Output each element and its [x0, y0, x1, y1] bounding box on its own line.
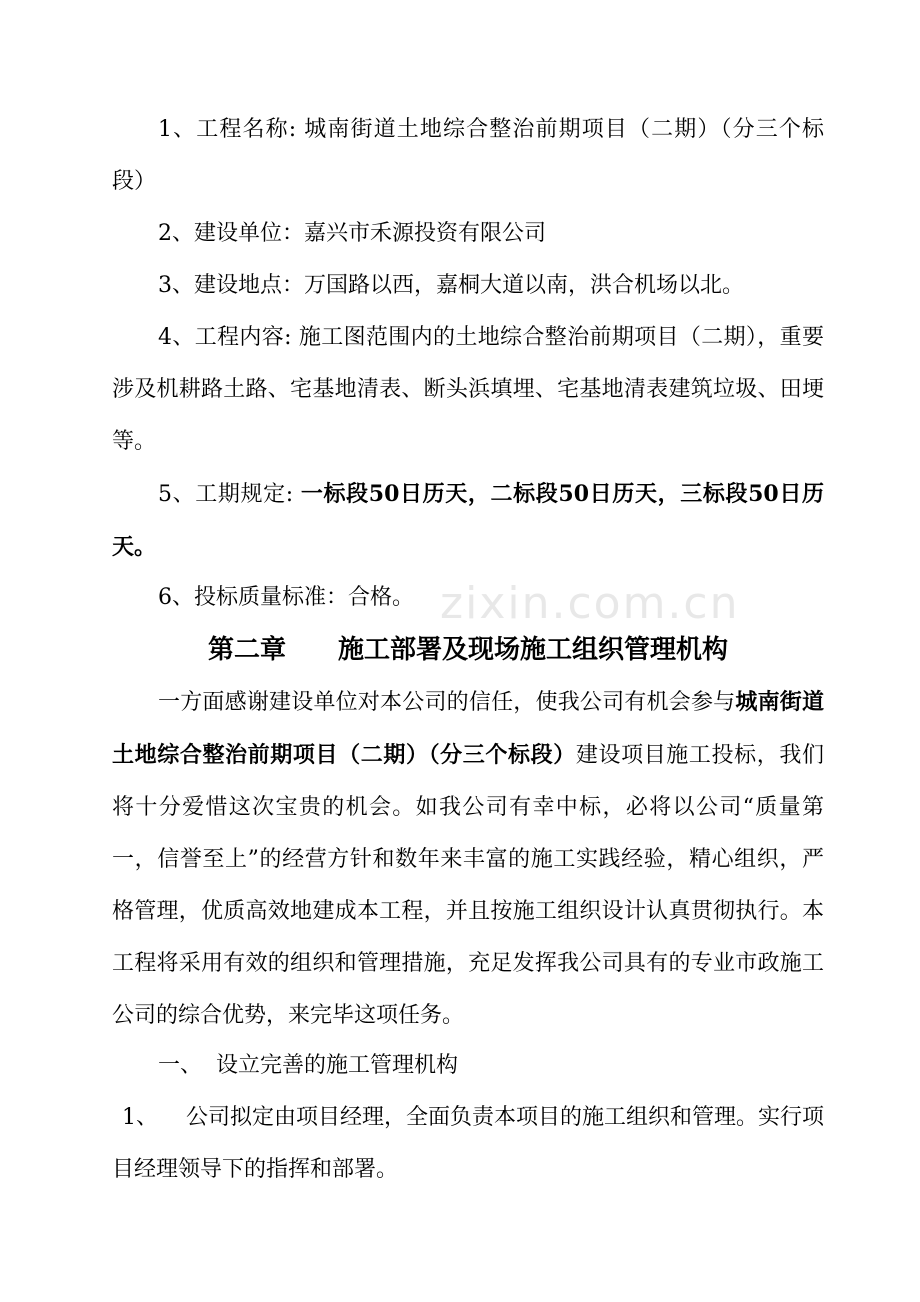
intro-text: 一方面感谢建设单位对本公司的信任，使我公司有机会参与	[158, 690, 736, 715]
intro-project-name: 城南街道土地综合整治前期项目（二期）（分三个标段）	[112, 689, 824, 768]
item-project-name	[112, 104, 824, 208]
section-title: 设立完善的施工管理机构	[216, 1053, 459, 1078]
chapter-number: 第二章	[207, 635, 286, 665]
item-text: 城南街道土地综合整治前期项目（二期）（分三个标段）	[112, 117, 824, 194]
item-text: 嘉兴市禾源投资有限公司	[304, 221, 547, 246]
section-heading	[112, 1040, 824, 1092]
item-client	[112, 208, 824, 260]
point-number: 1、	[122, 1105, 158, 1130]
item-label: 工程名称:	[196, 117, 297, 142]
item-scope	[112, 312, 824, 468]
item-quality	[112, 572, 824, 624]
item-label: 建设单位：	[194, 221, 305, 246]
item-schedule	[112, 468, 824, 574]
section-number: 一、	[158, 1053, 203, 1078]
item-number: 3、	[158, 273, 194, 298]
item-label: 建设地点：	[194, 273, 305, 298]
intro-text: 建设项目施工投标，我们将十分爱惜这次宝贵的机会。如我公司有幸中标，必将以公司“质量第一，信誉至上”的经营方针和数年来丰富的施工实践经验，精心组织，严格管理，优质高效地建成本工程，并且按施工组织设计认真贯彻执行。本工程将采用有效的组织和管理措施，充足发挥我公司具有的专业市政施工公司的综合优势，来完毕这项任务。	[112, 743, 824, 1028]
intro-paragraph	[112, 676, 824, 1042]
item-label: 工期规定:	[195, 482, 294, 507]
item-location	[112, 260, 824, 312]
chapter-title: 施工部署及现场施工组织管理机构	[338, 635, 729, 665]
item-number: 1、	[158, 117, 197, 142]
item-label: 工程内容:	[194, 325, 292, 350]
point-text: 公司拟定由项目经理，全面负责本项目的施工组织和管理。实行项目经理领导下的指挥和部署。	[112, 1105, 824, 1182]
item-number: 6、	[158, 585, 194, 610]
item-number: 5、	[158, 482, 196, 507]
item-text: 合格。	[348, 585, 415, 610]
watermark: zixin.com.cn	[440, 578, 740, 629]
chapter-heading	[112, 624, 824, 676]
item-label: 投标质量标准：	[194, 585, 349, 610]
item-text: 一标段50日历天，二标段50日历天，三标段50日历天。	[112, 481, 824, 560]
item-text: 万国路以西，嘉桐大道以南，洪合机场以北。	[304, 273, 745, 298]
item-text: 施工图范围内的土地综合整治前期项目（二期），重要涉及机耕路土路、宅基地清表、断头浜填埋、宅基地清表建筑垃圾、田埂等。	[112, 325, 824, 454]
point-paragraph	[112, 1092, 824, 1196]
item-number: 4、	[158, 325, 195, 350]
item-number: 2、	[158, 221, 194, 246]
